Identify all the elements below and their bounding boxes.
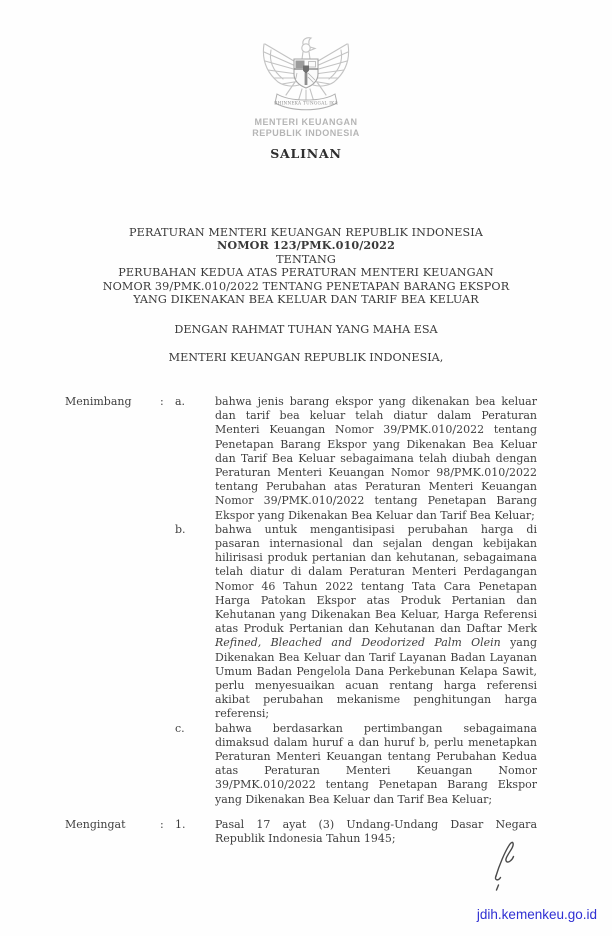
menimbang-items [175,395,537,807]
preamble [65,395,537,846]
menimbang-item-c [175,722,537,807]
item-b-text-normal-1: bahwa untuk mengantisipasi perubahan harga di pasaran internasional dan sejalan dengan kebijakan hilirisasi produk pertanian dan kehutanan, sebagaimana telah diatur di dalam Peraturan Menteri Perdagangan Nomor 46 Tahun 2022 tentang Tata Cara Penetapan Harga Patokan Ekspor atas Produk Pertanian dan Kehutanan yang Dikenakan Bea Keluar, Harga Referensi atas Produk Pertanian dan Kehutanan dan Daftar Merk [215,522,537,636]
item-marker-a: a. [175,395,186,408]
menimbang-colon: : [160,395,164,408]
jdih-website-link[interactable]: jdih.kemenkeu.go.id [476,907,597,922]
paraf-svg [487,840,519,892]
letterhead-ministry-line: MENTERI KEUANGAN [254,117,358,127]
mengingat-item-1 [175,818,537,846]
title-line-number: NOMOR 123/PMK.010/2022 [217,238,395,253]
regulation-title [40,226,572,306]
mengingat-label: Mengingat [65,817,126,831]
emblem-motto-text: BHINNEKA TUNGGAL IKA [274,100,338,106]
title-line-4: PERUBAHAN KEDUA ATAS PERATURAN MENTERI KEUANGAN [118,266,494,280]
garuda-pancasila-emblem-icon [261,37,351,113]
item-marker-1: 1. [175,817,186,831]
title-line-1: PERATURAN MENTERI KEUANGAN REPUBLIK INDONESIA [129,226,483,239]
invocation-line: DENGAN RAHMAT TUHAN YANG MAHA ESA [174,323,438,336]
mengingat-items [175,818,537,846]
item-text-c: bahwa berdasarkan pertimbangan sebagaimana dimaksud dalam huruf a dan huruf b, perlu menetapkan Peraturan Menteri Keuangan tentang Perubahan Kedua atas Peraturan Menteri Keuangan Nomor 39/PMK.010/2022 tentang Penetapan Barang Ekspor yang Dikenakan Bea Keluar dan Tarif Bea Keluar; [215,721,537,806]
item-text-b [215,523,537,722]
garuda-emblem-svg [261,37,351,113]
issuer-line: MENTERI KEUANGAN REPUBLIK INDONESIA, [168,351,444,364]
menimbang-item-b [175,523,537,722]
item-b-text-normal-2: yang Dikenakan Bea Keluar dan Tarif Layanan Badan Layanan Umum Badan Pengelola Dana Perkebunan Kelapa Sawit, perlu menyesuaikan acuan rentang harga referensi akibat perubahan mekanisme penghitungan harga referensi; [215,636,537,721]
handwritten-paraf-icon [487,840,519,892]
title-line-6: YANG DIKENAKAN BEA KELUAR DAN TARIF BEA KELUAR [133,293,479,307]
mengingat-colon: : [160,817,164,831]
item-text-a: bahwa jenis barang ekspor yang dikenakan bea keluar dan tarif bea keluar telah diatur dalam Peraturan Menteri Keuangan Nomor 39/PMK.010/2022 tentang Penetapan Barang Ekspor yang Dikenakan Bea Keluar dan Tarif Bea Keluar sebagaimana telah diubah dengan Peraturan Menteri Keuangan Nomor 98/PMK.010/2022 tentang Perubahan atas Peraturan Menteri Keuangan Nomor 39/PMK.010/2022 tentang Penetapan Barang Ekspor yang Dikenakan Bea Keluar dan Tarif Bea Keluar; [215,395,537,522]
title-line-5: NOMOR 39/PMK.010/2022 TENTANG PENETAPAN BARANG EKSPOR [102,279,510,293]
item-marker-c: c. [175,721,185,735]
mengingat-section [65,818,537,846]
menimbang-label: Menimbang [65,395,132,408]
menimbang-section [65,395,537,807]
menimbang-item-a [175,395,537,523]
salinan-copy-stamp: SALINAN [270,146,342,161]
letterhead-republic-line: REPUBLIK INDONESIA [252,128,360,138]
item-b-text-italic-brand: Refined, Bleached and Deodorized Palm Olein [215,636,501,650]
title-line-tentang: TENTANG [276,252,336,266]
item-marker-b: b. [175,522,186,536]
letterhead [0,117,612,139]
item-text-1: Pasal 17 ayat (3) Undang-Undang Dasar Negara Republik Indonesia Tahun 1945; [215,817,537,846]
